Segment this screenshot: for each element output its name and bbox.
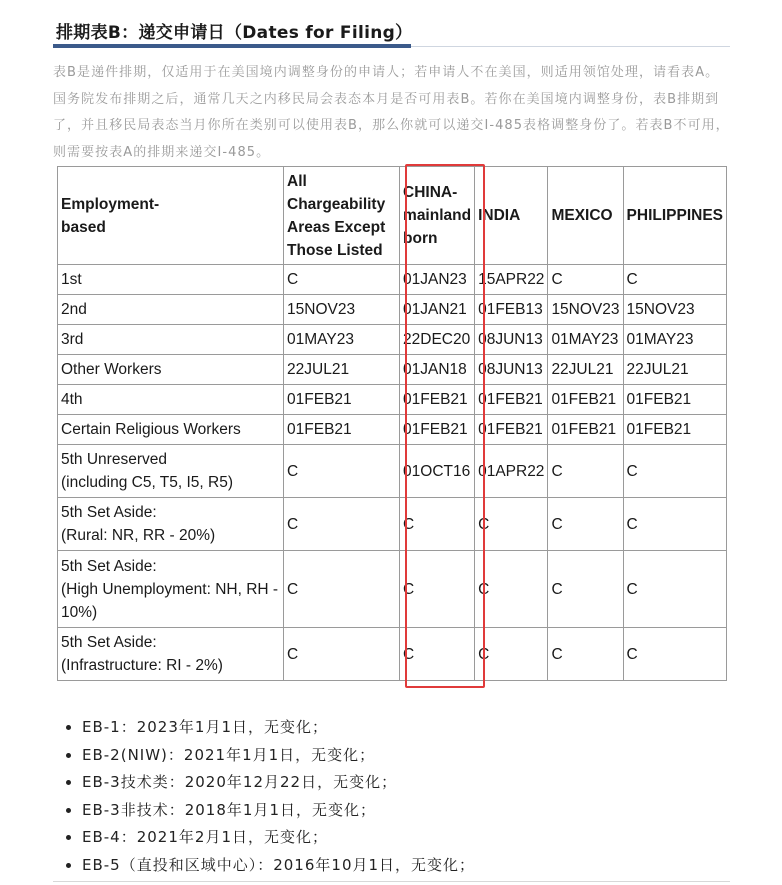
cell-category: 4th	[58, 385, 284, 415]
header-employment-based: Employment- based	[58, 167, 284, 265]
cell-china: 22DEC20	[400, 325, 475, 355]
header-all-chargeability: All Chargeability Areas Except Those Listed	[284, 167, 400, 265]
cell-category: Certain Religious Workers	[58, 415, 284, 445]
table-row	[58, 628, 727, 681]
cell-mexico: 01FEB21	[548, 415, 623, 445]
cell-all-chargeability: 15NOV23	[284, 295, 400, 325]
table-row	[58, 445, 727, 498]
cell-india: 01FEB21	[475, 415, 548, 445]
cell-all-chargeability: C	[284, 265, 400, 295]
cell-philippines: C	[623, 445, 726, 498]
cell-philippines: C	[623, 265, 726, 295]
table-row	[58, 385, 727, 415]
cell-india: C	[475, 498, 548, 551]
table-row	[58, 295, 727, 325]
cell-philippines: 01MAY23	[623, 325, 726, 355]
cell-india: 01APR22	[475, 445, 548, 498]
cell-mexico: 22JUL21	[548, 355, 623, 385]
cell-mexico: 01FEB21	[548, 385, 623, 415]
section-heading	[53, 14, 730, 48]
cell-philippines: C	[623, 498, 726, 551]
cell-china: 01FEB21	[400, 385, 475, 415]
cell-all-chargeability: C	[284, 628, 400, 681]
cell-philippines: C	[623, 628, 726, 681]
list-item: • EB-2(NIW)：2021年1月1日，无变化；	[82, 742, 475, 770]
table-row	[58, 355, 727, 385]
list-item: • EB-1：2023年1月1日，无变化；	[82, 714, 475, 742]
header-philippines: PHILIPPINES	[623, 167, 726, 265]
cell-mexico: 01MAY23	[548, 325, 623, 355]
cell-mexico: C	[548, 445, 623, 498]
cell-all-chargeability: C	[284, 498, 400, 551]
table-row	[58, 325, 727, 355]
cell-mexico: C	[548, 498, 623, 551]
cell-philippines: C	[623, 551, 726, 628]
list-item: • EB-3技术类：2020年12月22日，无变化；	[82, 769, 475, 797]
header-india: INDIA	[475, 167, 548, 265]
cell-mexico: C	[548, 551, 623, 628]
table-row	[58, 415, 727, 445]
cell-category: 3rd	[58, 325, 284, 355]
cell-philippines: 01FEB21	[623, 385, 726, 415]
header-china: CHINA- mainland born	[400, 167, 475, 265]
cell-china: 01JAN18	[400, 355, 475, 385]
cell-china: C	[400, 551, 475, 628]
cell-india: 01FEB13	[475, 295, 548, 325]
cell-all-chargeability: 01FEB21	[284, 385, 400, 415]
cell-all-chargeability: C	[284, 551, 400, 628]
cell-china: 01JAN23	[400, 265, 475, 295]
cell-philippines: 22JUL21	[623, 355, 726, 385]
cell-china: C	[400, 628, 475, 681]
cell-category: Other Workers	[58, 355, 284, 385]
table-header-row	[58, 167, 727, 265]
table-row	[58, 265, 727, 295]
cell-philippines: 01FEB21	[623, 415, 726, 445]
cell-category: 5th Set Aside: (Infrastructure: RI - 2%)	[58, 628, 284, 681]
table-row	[58, 498, 727, 551]
cell-india: 15APR22	[475, 265, 548, 295]
heading-accent-bar	[53, 44, 411, 48]
list-item: • EB-5（直投和区域中心）：2016年10月1日，无变化；	[82, 852, 475, 880]
cell-china: 01JAN21	[400, 295, 475, 325]
cell-all-chargeability: 22JUL21	[284, 355, 400, 385]
bottom-divider	[53, 881, 730, 882]
cell-category: 5th Unreserved (including C5, T5, I5, R5)	[58, 445, 284, 498]
cell-india: C	[475, 628, 548, 681]
cell-india: 08JUN13	[475, 325, 548, 355]
cell-china: C	[400, 498, 475, 551]
cell-category: 2nd	[58, 295, 284, 325]
cell-category: 1st	[58, 265, 284, 295]
list-item: • EB-3非技术：2018年1月1日，无变化；	[82, 797, 475, 825]
cell-category: 5th Set Aside: (Rural: NR, RR - 20%)	[58, 498, 284, 551]
cell-india: C	[475, 551, 548, 628]
cell-mexico: C	[548, 628, 623, 681]
heading-title: 排期表B：递交申请日（Dates for Filing）	[56, 23, 413, 43]
cell-china: 01FEB21	[400, 415, 475, 445]
cell-india: 08JUN13	[475, 355, 548, 385]
table-row	[58, 551, 727, 628]
cell-all-chargeability: 01FEB21	[284, 415, 400, 445]
cell-mexico: C	[548, 265, 623, 295]
visa-bulletin-table	[57, 166, 727, 681]
cell-india: 01FEB21	[475, 385, 548, 415]
notes-list	[60, 714, 475, 880]
intro-paragraph: 表B是递件排期，仅适用于在美国境内调整身份的申请人；若申请人不在美国，则适用领馆处理，请看表A。国务院发布排期之后，通常几天之内移民局会表态本月是否可用表B。若你在美国境内调整身份，表B排期到了，并且移民局表态当月你所在类别可以使用表B，那么你就可以递交I-485表格调整身份了。若表B不可用，则需要按表A的排期来递交I-485。	[53, 65, 730, 160]
header-mexico: MEXICO	[548, 167, 623, 265]
cell-all-chargeability: C	[284, 445, 400, 498]
cell-category: 5th Set Aside: (High Unemployment: NH, RH - 10%)	[58, 551, 284, 628]
list-item: • EB-4：2021年2月1日，无变化；	[82, 824, 475, 852]
cell-mexico: 15NOV23	[548, 295, 623, 325]
cell-all-chargeability: 01MAY23	[284, 325, 400, 355]
cell-philippines: 15NOV23	[623, 295, 726, 325]
cell-china: 01OCT16	[400, 445, 475, 498]
